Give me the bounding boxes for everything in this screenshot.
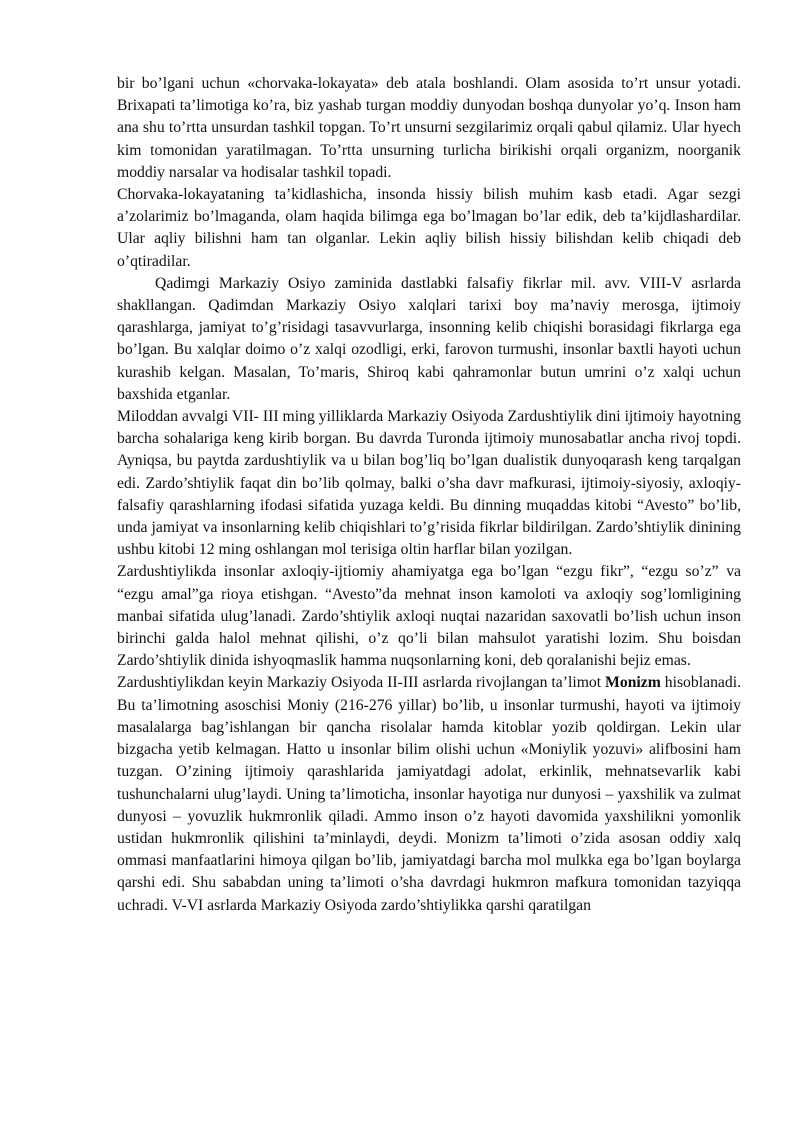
paragraph-chorvaka-cognition: Chorvaka-lokayataning ta’kidlashicha, insonda hissiy bilish muhim kasb etadi. Agar sezgi a’zolarimiz bo’lmaganda, olam haqida bilimga ega bo’lmagan bo’lar edik, deb ta’kijdlashardilar. Ular aqliy bilishni ham tan olganlar. Lekin aqliy bilish hissiy bilishdan kelib chiqadi deb o’qtiradilar. <box>117 186 741 270</box>
manichaeism-term: Monizm <box>605 674 661 692</box>
paragraph-chorvaka-unsurs: bir bo’lgani uchun «chorvaka-lokayata» deb atala boshlandi. Olam asosida to’rt unsur yotadi. Brixapati ta’limotiga ko’ra, biz yashab turgan moddiy dunyodan boshqa dunyolar yo’q. Inson ham ana shu to’rtta unsurdan tashkil topgan. To’rt unsurni sezgilarimiz orqali qabul qilamiz. Ular hyech kim tomonidan yaratilmagan. To’rtta unsurning turlicha birikishi orqali organizm, noorganik moddiy narsalar va hodisalar tashkil topadi. <box>117 75 741 181</box>
manichaeism-body-text: hisoblanadi. Bu ta’limotning asoschisi Moniy (216-276 yillar) bo’lib, u insonlar turmushi, hayoti va ijtimoiy masalalarga bag’ishlangan bir qancha risolalar hamda kitoblar yozib qoldirgan. Lekin ular bizgacha yetib kelmagan. Hatto u insonlar bilim olishi uchun «Moniylik yozuvi» alifbosini ham tuzgan. O’zining ijtimoiy qarashlarida jamiyatdagi adolat, erkinlik, mehnatsevarlik kabi tushunchalarni ulug’laydi. Uning ta’limoticha, insonlar hayotiga nur dunyosi – yaxshilik va zulmat dunyosi – yovuzlik hukmronlik qiladi. Ammo inson o’z hayoti davomida yaxshilikni yomonlik ustidan hukmronlik qilishini ta’minlaydi, deydi. Monizm ta’limoti o’zida asosan oddiy xalq ommasi manfaatlarini himoya qilgan bo’lib, jamiyatdagi barcha mol mulkka ega bo’lgan boylarga qarshi edi. Shu sababdan uning ta’limoti o’sha davrdagi hukmron mafkura tomonidan tazyiqqa uchradi. V-VI asrlarda Markaziy Osiyoda zardo’shtiylikka qarshi qaratilgan <box>117 674 741 914</box>
paragraph-manichaeism <box>117 672 741 916</box>
paragraph-zoroastrianism: Miloddan avvalgi VII- III ming yilliklarda Markaziy Osiyoda Zardushtiylik dini ijtimoiy hayotning barcha sohalariga keng kirib borgan. Bu davrda Turonda ijtimoiy munosabatlar ancha rivoj topdi. Ayniqsa, bu paytda zardushtiylik va u bilan bog’liq bo’lgan dualistik dunyoqarash keng tarqalgan edi. Zardo’shtiylik faqat din bo’lib qolmay, balki o’sha davr mafkurasi, ijtimoiy-siyosiy, axloqiy-falsafiy qarashlarning ifodasi sifatida yuzaga keldi. Bu dinning muqaddas kitobi “Avesto” bo’lib, unda jamiyat va insonlarning kelib chiqishlari to’g’risida fikrlar bildirilgan. Zardo’shtiylik dinining ushbu kitobi 12 ming oshlangan mol terisiga oltin harflar bilan yozilgan. <box>117 408 741 559</box>
paragraph-zoroastrian-ethics: Zardushtiylikda insonlar axloqiy-ijtiomiy ahamiyatga ega bo’lgan “ezgu fikr”, “ezgu so’z” va “ezgu amal”ga rioya etishgan. “Avesto”da mehnat inson kamoloti va axloqiy sog’lomligining manbai sifatida ulug’lanadi. Zardo’shtiylik axloqi nuqtai nazaridan saxovatli bo’lish uchun inson birinchi galda halol mehnat qilishi, o’z qo’li bilan mahsulot yaratishi lozim. Shu boisdan Zardo’shtiylik dinida ishyoqmaslik hamma nuqsonlarning koni, deb qoralanishi bejiz emas. <box>117 563 741 670</box>
paragraph-ancient-central-asia: Qadimgi Markaziy Osiyo zaminida dastlabki falsafiy fikrlar mil. avv. VIII-V asrlarda shakllangan. Qadimdan Markaziy Osiyo xalqlari tarixi boy ma’naviy merosga, ijtimoiy qarashlarga, jamiyat to’g’risidagi tasavvurlarga, insonning kelib chiqishi borasidagi fikrlarga ega bo’lgan. Bu xalqlar doimo o’z xalqi ozodligi, erki, farovon turmushi, insonlar baxtli hayoti uchun kurashib kelgan. Masalan, To’maris, Shiroq kabi qahramonlar butun umrini o’z xalqi uchun baxshida etganlar. <box>117 274 741 403</box>
document-page <box>117 73 741 917</box>
manichaeism-lead-text: Zardushtiylikdan keyin Markaziy Osiyoda II-III asrlarda rivojlangan ta’limot <box>117 674 606 692</box>
